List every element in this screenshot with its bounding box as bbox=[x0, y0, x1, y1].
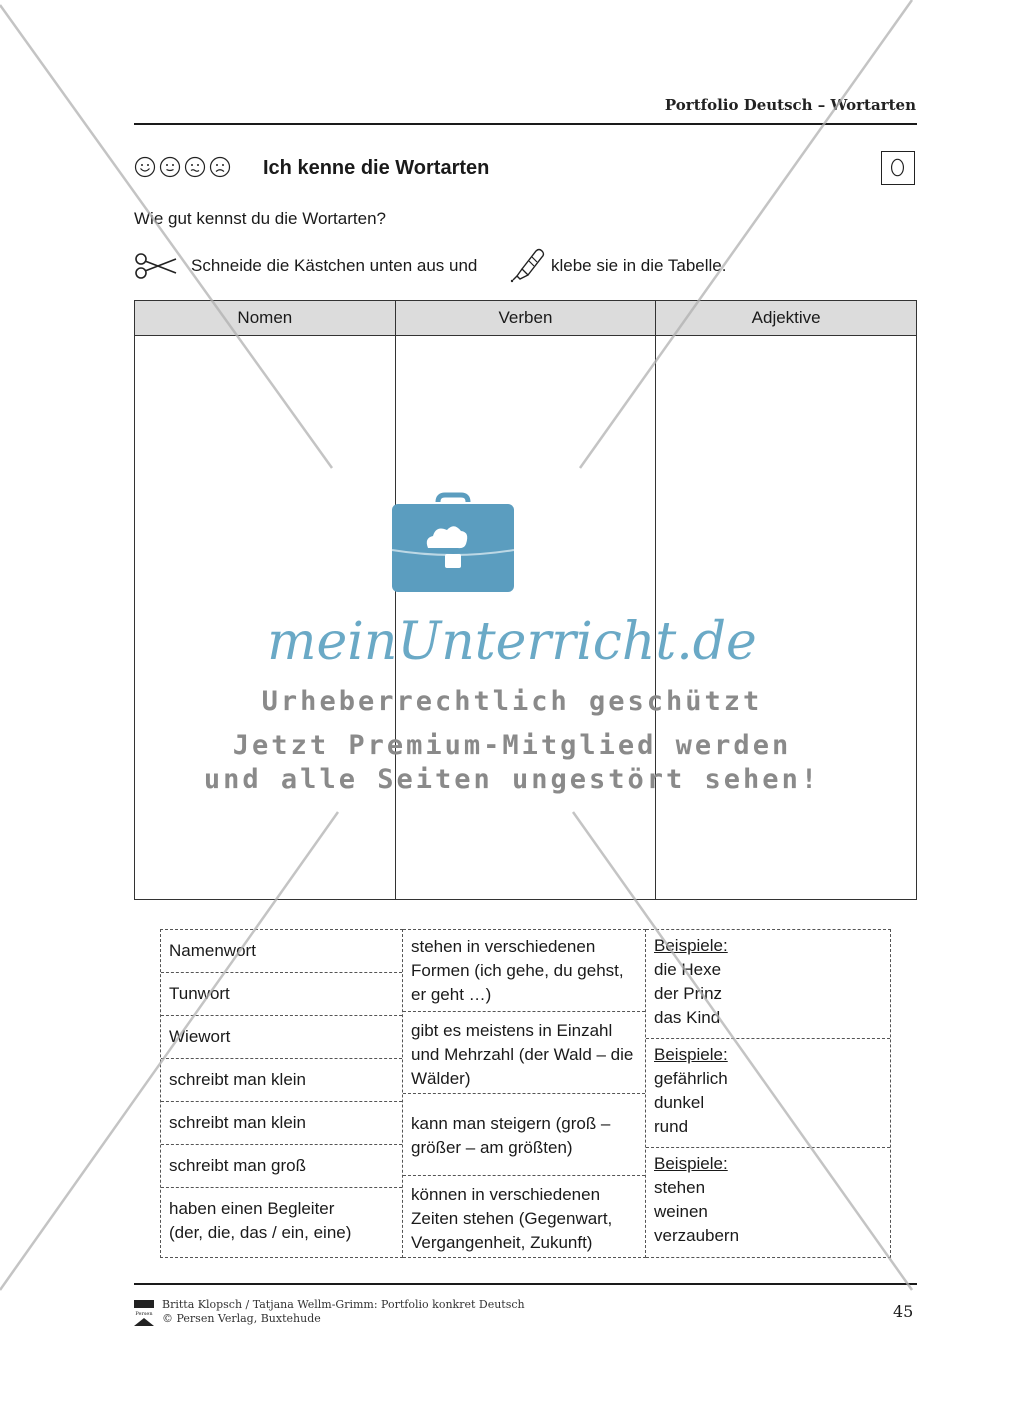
card[interactable]: gibt es meistens in Einzahl und Mehrzahl (der Wald – die Wälder) bbox=[403, 1012, 645, 1094]
card[interactable]: kann man steigern (groß – größer – am größten) bbox=[403, 1094, 645, 1176]
task-question: Wie gut kennst du die Wortarten? bbox=[134, 209, 386, 228]
example-word: dunkel bbox=[654, 1093, 705, 1112]
watermark-brand: meinUnterricht.de bbox=[267, 612, 757, 672]
examples-label: Beispiele: bbox=[654, 1045, 728, 1064]
example-word: verzaubern bbox=[654, 1226, 740, 1245]
card[interactable]: Wiewort bbox=[161, 1016, 402, 1059]
column-header-adjektive: Adjektive bbox=[656, 301, 917, 336]
example-word: weinen bbox=[654, 1202, 708, 1221]
examples-label: Beispiele: bbox=[654, 936, 728, 955]
watermark-line-2: Jetzt Premium-Mitglied werden bbox=[232, 730, 792, 761]
card[interactable]: stehen in verschiedenen Formen (ich gehe, du gehst, er geht …) bbox=[403, 930, 645, 1012]
example-word: stehen bbox=[654, 1178, 706, 1197]
example-word: der Prinz bbox=[654, 984, 723, 1003]
card[interactable]: schreibt man groß bbox=[161, 1145, 402, 1188]
instruction-glue: klebe sie in die Tabelle. bbox=[551, 256, 727, 275]
example-word: gefährlich bbox=[654, 1069, 728, 1088]
card-line: haben einen Begleiter bbox=[169, 1199, 335, 1218]
logo-text: Persen bbox=[135, 1311, 153, 1317]
footer-publisher: © Persen Verlag, Buxtehude bbox=[162, 1312, 321, 1325]
card[interactable]: können in verschiedenen Zeiten stehen (Gegenwart, Vergangenheit, Zukunft) bbox=[411, 1185, 613, 1252]
examples-label: Beispiele: bbox=[654, 1154, 728, 1173]
column-header-nomen: Nomen bbox=[135, 301, 396, 336]
watermark-line-1: Urheberrechtlich geschützt bbox=[261, 686, 763, 717]
example-word: die Hexe bbox=[654, 960, 722, 979]
briefcase-logo-icon bbox=[390, 492, 516, 594]
column-header-verben: Verben bbox=[395, 301, 656, 336]
card[interactable]: schreibt man klein bbox=[161, 1102, 402, 1145]
card[interactable]: schreibt man klein bbox=[161, 1059, 402, 1102]
example-word: das Kind bbox=[654, 1008, 721, 1027]
card[interactable]: Tunwort bbox=[161, 973, 402, 1016]
instruction-cut: Schneide die Kästchen unten aus und bbox=[191, 256, 478, 275]
page-header-title: Portfolio Deutsch – Wortarten bbox=[664, 96, 916, 114]
page-number: 45 bbox=[893, 1302, 914, 1321]
task-heading: Ich kenne die Wortarten bbox=[263, 157, 490, 179]
card-line: (der, die, das / ein, eine) bbox=[169, 1223, 352, 1242]
card[interactable]: Namenwort bbox=[161, 930, 402, 973]
watermark-line-3: und alle Seiten ungestört sehen! bbox=[203, 764, 821, 795]
example-word: rund bbox=[654, 1117, 689, 1136]
footer-authors: Britta Klopsch / Tatjana Wellm-Grimm: Portfolio konkret Deutsch bbox=[162, 1298, 525, 1311]
